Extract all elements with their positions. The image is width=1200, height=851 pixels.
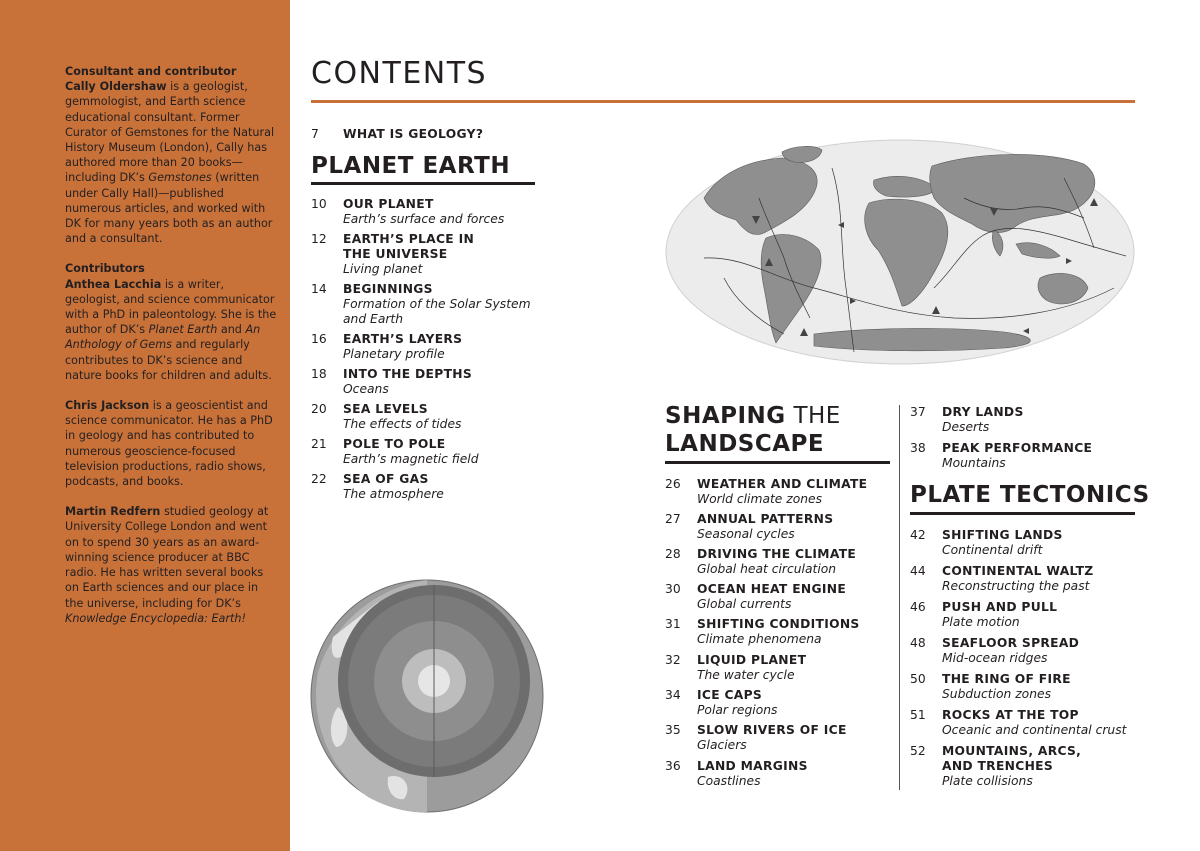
entry-title-line-2: THE UNIVERSE: [343, 247, 448, 261]
entry-title: PUSH AND PULL: [942, 600, 1058, 614]
page-number: 32: [665, 653, 681, 667]
entry-subtitle: Mountains: [942, 456, 1006, 470]
page-number: 18: [311, 367, 327, 381]
earth-layers-illustration: [308, 577, 546, 815]
page-number: 31: [665, 617, 681, 631]
page-number: 34: [665, 688, 681, 702]
entry-subtitle: Formation of the Solar System: [343, 297, 531, 311]
entry-title: SHIFTING LANDS: [942, 528, 1063, 542]
page-number: 37: [910, 405, 926, 419]
page-number: 36: [665, 759, 681, 773]
jackson-bio: is a geoscientist and science communicator. He has a PhD in geology and has contributed to numerous geoscience-focused television productions, radio shows, podcasts, and books.: [65, 399, 273, 489]
redfern-book: Knowledge Encyclopedia: Earth!: [65, 611, 246, 625]
entry-subtitle: Coastlines: [697, 774, 761, 788]
page-number: 7: [311, 127, 319, 141]
section-rule: [910, 512, 1135, 515]
consultant-heading: Consultant and contributor: [65, 65, 237, 78]
entry-title: LAND MARGINS: [697, 759, 808, 773]
entry-title: THE RING OF FIRE: [942, 672, 1071, 686]
entry-title: SLOW RIVERS OF ICE: [697, 723, 847, 737]
page-number: 48: [910, 636, 926, 650]
entry-subtitle: The atmosphere: [343, 487, 444, 501]
page-number: 26: [665, 477, 681, 491]
lacchia-book-2: An Anthology of Gems: [65, 323, 261, 352]
entry-title: SHIFTING CONDITIONS: [697, 617, 860, 631]
entry-title: ICE CAPS: [697, 688, 763, 702]
jackson-name: Chris Jackson: [65, 399, 150, 413]
page-number: 50: [910, 672, 926, 686]
page-number: 38: [910, 441, 926, 455]
contributor-jackson: [65, 398, 277, 489]
consultant-name: Cally Oldershaw: [65, 80, 167, 94]
entry-subtitle: Seasonal cycles: [697, 527, 795, 541]
entry-subtitle: Continental drift: [942, 543, 1043, 557]
entry-title: CONTINENTAL WALTZ: [942, 564, 1094, 578]
entry-title: PEAK PERFORMANCE: [942, 441, 1093, 455]
entry-title: BEGINNINGS: [343, 282, 433, 296]
entry-title: SEA OF GAS: [343, 472, 429, 486]
contributor-redfern: [65, 504, 277, 626]
entry-title: MOUNTAINS, ARCS,: [942, 744, 1082, 758]
entry-title: WHAT IS GEOLOGY?: [343, 127, 484, 141]
entry-title: LIQUID PLANET: [697, 653, 807, 667]
entry-subtitle: Plate motion: [942, 615, 1020, 629]
page-number: 22: [311, 472, 327, 486]
entry-subtitle: Living planet: [343, 262, 423, 276]
entry-title: OCEAN HEAT ENGINE: [697, 582, 847, 596]
consultant-bio: is a geologist, gemmologist, and Earth science educational consultant. Former Curator of Gemstones for the Natural History Museum (London), Cally has authored more than 20 books—including DK’s: [65, 80, 275, 185]
entry-subtitle: Reconstructing the past: [942, 579, 1090, 593]
entry-subtitle: World climate zones: [697, 492, 823, 506]
entry-title: POLE TO POLE: [343, 437, 446, 451]
entry-title: DRY LANDS: [942, 405, 1024, 419]
entry-subtitle: The water cycle: [697, 668, 795, 682]
page-number: 28: [665, 547, 681, 561]
plate-map-illustration: [664, 138, 1136, 366]
page-number: 52: [910, 744, 926, 758]
entry-title-line-2: AND TRENCHES: [942, 759, 1054, 773]
heading-landscape: LANDSCAPE: [665, 431, 825, 457]
page-number: 27: [665, 512, 681, 526]
entry-title: ROCKS AT THE TOP: [942, 708, 1079, 722]
entry-subtitle: Plate collisions: [942, 774, 1033, 788]
consultant-book-title: Gemstones: [148, 171, 212, 185]
entry-title: SEAFLOOR SPREAD: [942, 636, 1080, 650]
entry-title: EARTH’S LAYERS: [343, 332, 463, 346]
entry-subtitle: The effects of tides: [343, 417, 462, 431]
entry-title: ANNUAL PATTERNS: [697, 512, 834, 526]
entry-subtitle: Oceanic and continental crust: [942, 723, 1127, 737]
heading-the: THE: [785, 403, 841, 429]
page-title: CONTENTS: [311, 56, 488, 91]
entry-subtitle: Earth’s surface and forces: [343, 212, 505, 226]
page-number: 12: [311, 232, 327, 246]
entry-subtitle: Climate phenomena: [697, 632, 822, 646]
section-heading-planet-earth: PLANET EARTH: [311, 153, 511, 179]
entry-subtitle: Planetary profile: [343, 347, 445, 361]
page-number: 35: [665, 723, 681, 737]
contributors-heading: Contributors: [65, 262, 145, 276]
section-rule: [311, 182, 535, 185]
section-heading-plate-tectonics: PLATE TECTONICS: [910, 482, 1150, 508]
column-divider: [899, 405, 900, 790]
page-number: 44: [910, 564, 926, 578]
contributor-lacchia: [65, 261, 277, 383]
entry-title: OUR PLANET: [343, 197, 434, 211]
heading-shaping: SHAPING: [665, 403, 786, 429]
page-number: 51: [910, 708, 926, 722]
entry-subtitle: Global currents: [697, 597, 792, 611]
entry-title: EARTH’S PLACE IN: [343, 232, 475, 246]
consultant-credit: [65, 64, 277, 246]
lacchia-bio-3: and regularly contributes to DK’s science and nature books for children and adults.: [65, 338, 272, 382]
entry-subtitle-line-2: and Earth: [343, 312, 404, 326]
page-number: 14: [311, 282, 327, 296]
entry-title: INTO THE DEPTHS: [343, 367, 473, 381]
page-number: 21: [311, 437, 327, 451]
entry-title: SEA LEVELS: [343, 402, 428, 416]
page-number: 30: [665, 582, 681, 596]
redfern-bio: studied geology at University College London and went on to spend 30 years as an award-winning science producer at BBC radio. He has written several books on Earth sciences and our place in the universe, including for DK’s: [65, 505, 269, 610]
entry-subtitle: Glaciers: [697, 738, 747, 752]
lacchia-book-1: Planet Earth: [148, 323, 218, 337]
redfern-name: Martin Redfern: [65, 505, 161, 519]
section-rule: [665, 461, 890, 464]
entry-subtitle: Oceans: [343, 382, 389, 396]
entry-subtitle: Subduction zones: [942, 687, 1051, 701]
page-number: 42: [910, 528, 926, 542]
page-number: 46: [910, 600, 926, 614]
entry-subtitle: Earth’s magnetic field: [343, 452, 479, 466]
title-rule: [311, 100, 1135, 103]
page-number: 16: [311, 332, 327, 346]
lacchia-bio: is a writer, geologist, and science communicator with a PhD in paleontology. She is the author of DK’s: [65, 277, 277, 337]
lacchia-bio-2: and: [217, 323, 246, 337]
credits-sidebar: [0, 0, 290, 851]
page-number: 10: [311, 197, 327, 211]
page-number: 20: [311, 402, 327, 416]
consultant-bio-cont: (written under Cally Hall)—published numerous articles, and worked with DK for many years both as an author and a consultant.: [65, 171, 273, 246]
entry-subtitle: Mid-ocean ridges: [942, 651, 1048, 665]
lacchia-name: Anthea Lacchia: [65, 277, 162, 291]
section-heading-shaping-the-landscape: [665, 402, 841, 458]
entry-subtitle: Polar regions: [697, 703, 778, 717]
entry-subtitle: Deserts: [942, 420, 990, 434]
entry-title: DRIVING THE CLIMATE: [697, 547, 857, 561]
entry-subtitle: Global heat circulation: [697, 562, 837, 576]
entry-title: WEATHER AND CLIMATE: [697, 477, 868, 491]
